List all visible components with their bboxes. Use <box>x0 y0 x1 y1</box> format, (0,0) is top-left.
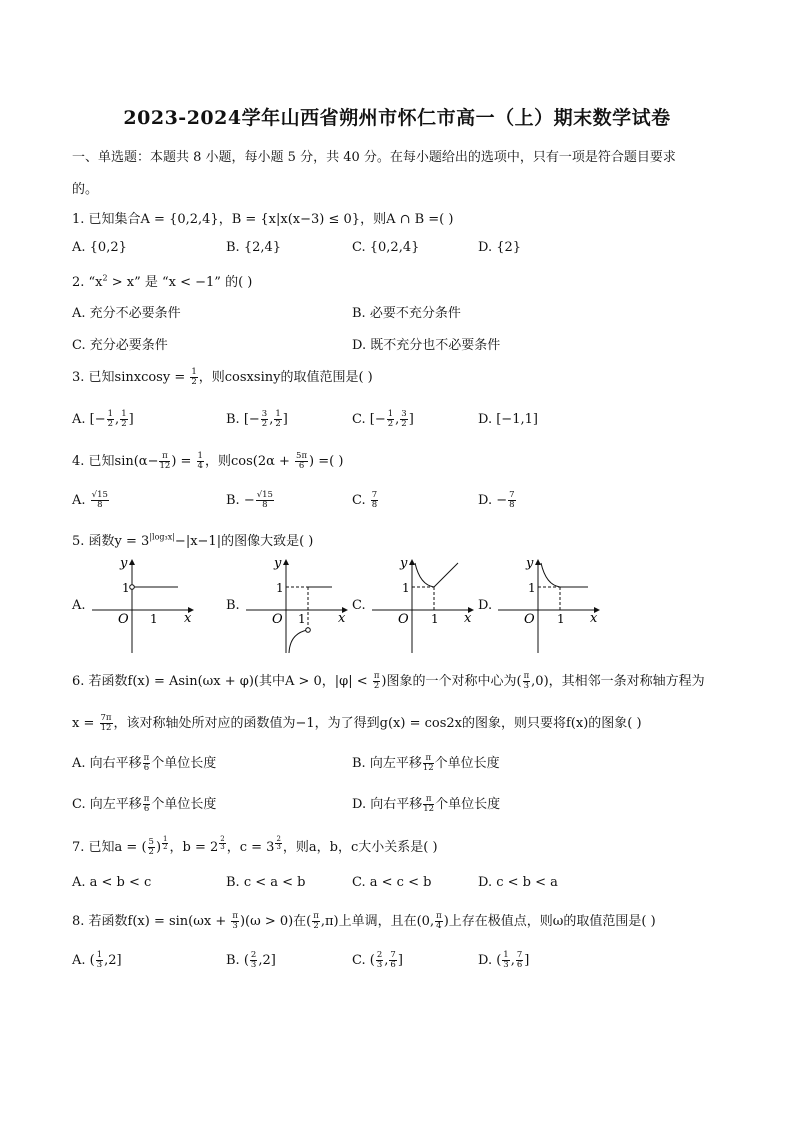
q5-option-d-label: D. <box>478 598 493 613</box>
q3-option-b: B. [− $\frac{3}{2}$ , $\frac{1}{2}$ ] <box>226 409 288 429</box>
q5-option-c-label: C. <box>352 598 366 613</box>
q2-option-a: A. 充分不必要条件 <box>72 306 181 321</box>
q8-option-d: D. ( $\frac{1}{3}$ , $\frac{7}{6}$ ] <box>478 950 530 970</box>
page-title: 2023-2024学年山西省朔州市怀仁市高一（上）期末数学试卷 <box>123 107 671 129</box>
q1-stem: 1. 已知集合A = {0,2,4}，B = {x|x(x−3) ≤ 0}，则A ∩ B =( ) <box>72 212 454 227</box>
q2-stem-sup: 2 <box>102 273 108 283</box>
q6-stem-line1: 6. 若函数f(x) = Asin(ωx + φ)(其中A > 0，|φ| < $\frac{\pi}{2}$ )图象的一个对称中心为( $\frac{\pi}{3}$ ,0)，其相邻一条对称轴方程为 <box>72 671 705 691</box>
svg-text:y: y <box>274 556 282 571</box>
q6-stem-line2: x = $\frac{7\pi}{12}$ ，该对称轴处所对应的函数值为−1，为了得到g(x) = cos2x的图象，则只要将f(x)的图象( ) <box>72 713 642 733</box>
q5-graph-c <box>368 555 478 655</box>
q1-option-a: A. {0,2} <box>72 240 127 255</box>
q7-option-d: D. c < b < a <box>478 875 558 890</box>
svg-text:x: x <box>590 611 598 626</box>
svg-text:y: y <box>120 556 128 571</box>
svg-text:O: O <box>272 612 283 627</box>
q7-option-a: A. a < b < c <box>72 875 152 890</box>
q1-option-c: C. {0,2,4} <box>352 240 420 255</box>
q8-option-c: C. ( $\frac{2}{3}$ , $\frac{7}{6}$ ] <box>352 950 403 970</box>
q5-graph-b <box>242 555 352 655</box>
q4-option-b: B. − $\frac{√15}{8}$ <box>226 490 273 510</box>
svg-text:x: x <box>464 611 472 626</box>
q2-stem-b: > x” 是 “x < −1” 的( ) <box>107 275 253 290</box>
q3-option-c: C. [− $\frac{1}{2}$ , $\frac{3}{2}$ ] <box>352 409 414 429</box>
svg-text:y: y <box>526 556 534 571</box>
q4-option-d: D. − $\frac{7}{8}$ <box>478 490 515 510</box>
q2-option-b: B. 必要不充分条件 <box>352 306 461 321</box>
q3-stem <box>72 366 373 387</box>
q2-option-c: C. 充分必要条件 <box>72 338 168 353</box>
q6-option-c: C. 向左平移 $\frac{\pi}{6}$ 个单位长度 <box>72 794 217 814</box>
q6-option-a: A. 向右平移 $\frac{\pi}{6}$ 个单位长度 <box>72 753 217 773</box>
svg-text:1: 1 <box>557 612 565 626</box>
q3-option-a: A. [− $\frac{1}{2}$ , $\frac{1}{2}$ ] <box>72 409 134 429</box>
svg-text:x: x <box>184 611 192 626</box>
q3-stem-b: ，则cosxsiny的取值范围是( ) <box>198 370 373 385</box>
svg-text:O: O <box>118 612 129 627</box>
svg-text:1: 1 <box>298 612 306 626</box>
q2-option-d: D. 既不充分也不必要条件 <box>352 338 501 353</box>
svg-text:1: 1 <box>150 612 158 626</box>
svg-text:O: O <box>398 612 409 627</box>
q3-option-d: D. [−1,1] <box>478 412 538 427</box>
svg-text:1: 1 <box>528 581 536 595</box>
q7-option-c: C. a < c < b <box>352 875 432 890</box>
q4-option-c: C. $\frac{7}{8}$ <box>352 490 378 510</box>
q6-option-b: B. 向左平移 $\frac{\pi}{12}$ 个单位长度 <box>352 753 500 773</box>
svg-text:x: x <box>338 611 346 626</box>
q1-option-d: D. {2} <box>478 240 522 255</box>
q5-option-b-label: B. <box>226 598 240 613</box>
q4-option-a: A. $\frac{√15}{8}$ <box>72 490 108 510</box>
svg-text:O: O <box>524 612 535 627</box>
q8-option-b: B. ( $\frac{2}{3}$ ,2] <box>226 950 276 970</box>
svg-text:1: 1 <box>431 612 439 626</box>
svg-text:1: 1 <box>276 581 284 595</box>
q7-option-b: B. c < a < b <box>226 875 306 890</box>
q7-stem: 7. 已知a = ( $\frac{5}{2}$ ) $^{\frac{1}{2}}$ ，b = 2 $^{\frac{2}{3}}$ ，c = 3 $^{\frac{2}{3}}$ ，则a，b，c大小关系是( ) <box>72 835 438 857</box>
q8-option-a: A. ( $\frac{1}{3}$ ,2] <box>72 950 122 970</box>
q3-stem-a: 3. 已知sinxcosy = <box>72 370 190 385</box>
fraction-half: $\frac{1}{2}$ <box>191 367 197 387</box>
q6-option-d: D. 向右平移 $\frac{\pi}{12}$ 个单位长度 <box>352 794 501 814</box>
q2-stem <box>72 271 252 290</box>
q5-stem: 5. 函数$y = 3^{|log_3x|}-|x-1|$的图像大致是( ) <box>72 532 314 549</box>
q5-graph-d <box>494 555 604 655</box>
svg-text:1: 1 <box>402 581 410 595</box>
q8-stem: 8. 若函数f(x) = sin(ωx + $\frac{\pi}{3}$ )(ω > 0)在( $\frac{\pi}{2}$ ,π)上单调，且在(0, $\frac{\pi}{4}$ )上存在极值点，则ω的取值范围是( ) <box>72 911 656 931</box>
q5-option-a-label: A. <box>72 598 86 613</box>
section-heading: 一、单选题：本题共 8 小题，每小题 5 分，共 40 分。在每小题给出的选项中，只有一项是符合题目要求 <box>72 150 676 165</box>
q2-stem-a: 2. “x <box>72 275 103 290</box>
q1-option-b: B. {2,4} <box>226 240 282 255</box>
q4-stem: 4. 已知sin(α− $\frac{\pi}{12}$ ) = $\frac{1}{4}$ ，则cos(2α + $\frac{5\pi}{6}$ ) =( ) <box>72 451 344 471</box>
svg-text:1: 1 <box>122 581 130 595</box>
section-heading-cont: 的。 <box>72 182 99 197</box>
svg-text:y: y <box>400 556 408 571</box>
q5-graph-a <box>88 555 198 655</box>
